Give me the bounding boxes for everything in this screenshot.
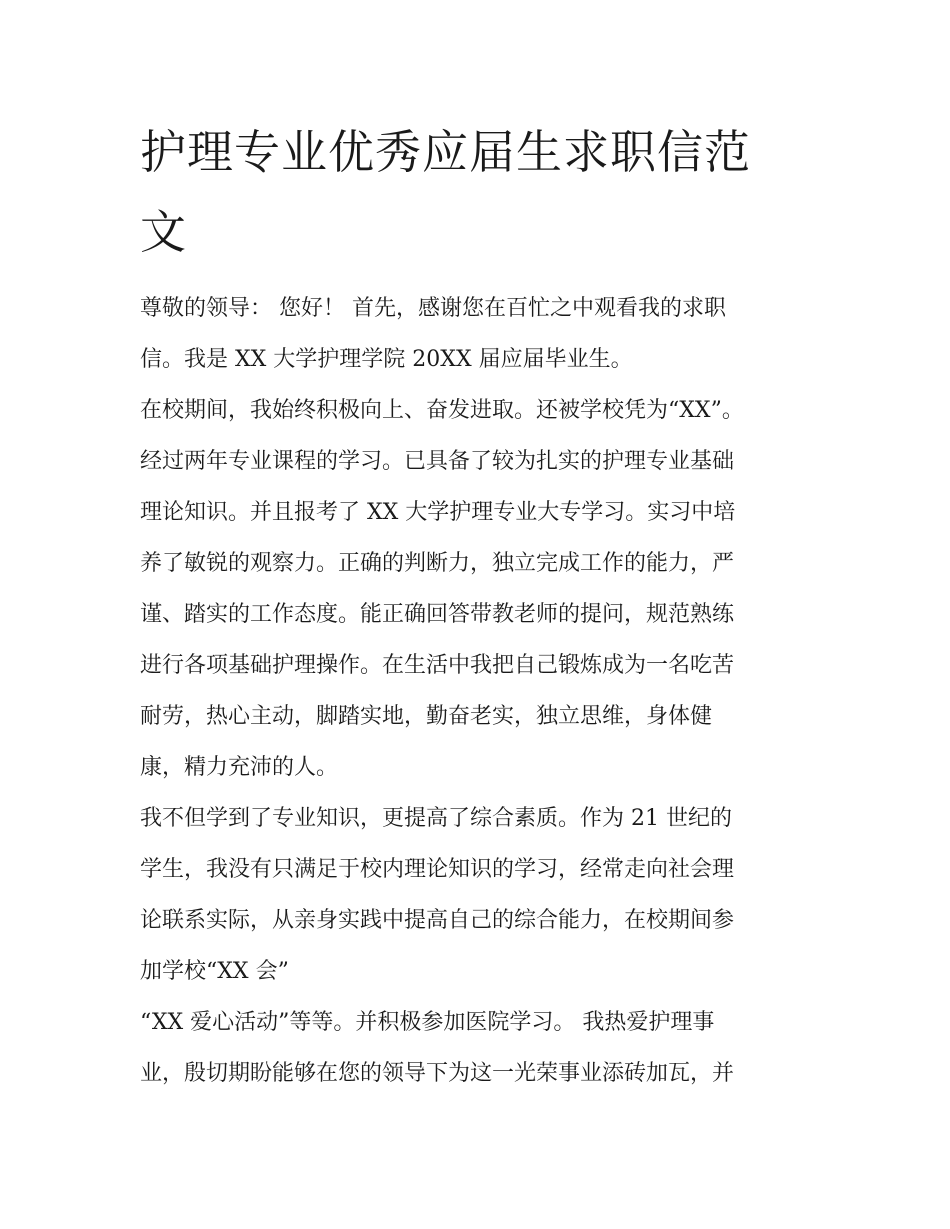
body-line: 学生，我没有只满足于校内理论知识的学习，经常走向社会理 <box>140 857 735 882</box>
body-line: 谨、踏实的工作态度。能正确回答带教老师的提问，规范熟练 <box>140 602 735 627</box>
title-line-1: 护理专业优秀应届生求职信范 <box>140 125 751 179</box>
body-line: 耐劳，热心主动，脚踏实地，勤奋老实，独立思维，身体健 <box>140 704 713 729</box>
body-line: 理论知识。并且报考了 XX 大学护理专业大专学习。实习中培 <box>140 500 736 525</box>
body-line: 尊敬的领导： 您好！ 首先，感谢您在百忙之中观看我的求职 <box>140 296 726 321</box>
body-line: 养了敏锐的观察力。正确的判断力，独立完成工作的能力，严 <box>140 551 735 576</box>
body-line: 经过两年专业课程的学习。已具备了较为扎实的护理专业基础 <box>140 449 735 474</box>
document-page <box>140 112 816 1099</box>
body-line: 我不但学到了专业知识，更提高了综合素质。作为 21 世纪的 <box>140 806 732 831</box>
body-line: 信。我是 XX 大学护理学院 20XX 届应届毕业生。 <box>140 347 633 372</box>
body-line: “XX 爱心活动”等等。并积极参加医院学习。 我热爱护理事 <box>140 1010 715 1035</box>
body-line: 论联系实际，从亲身实践中提高自己的综合能力，在校期间参 <box>140 908 735 933</box>
body-line: 业，殷切期盼能够在您的领导下为这一光荣事业添砖加瓦，并 <box>140 1061 735 1086</box>
body-line: 在校期间，我始终积极向上、奋发进取。还被学校凭为“XX”。 <box>140 398 744 423</box>
document-title <box>140 112 816 272</box>
body-line: 康，精力充沛的人。 <box>140 755 339 780</box>
title-line-2: 文 <box>140 205 187 259</box>
document-body <box>140 283 816 1099</box>
body-line: 加学校“XX 会” <box>140 959 289 984</box>
body-line: 进行各项基础护理操作。在生活中我把自己锻炼成为一名吃苦 <box>140 653 735 678</box>
